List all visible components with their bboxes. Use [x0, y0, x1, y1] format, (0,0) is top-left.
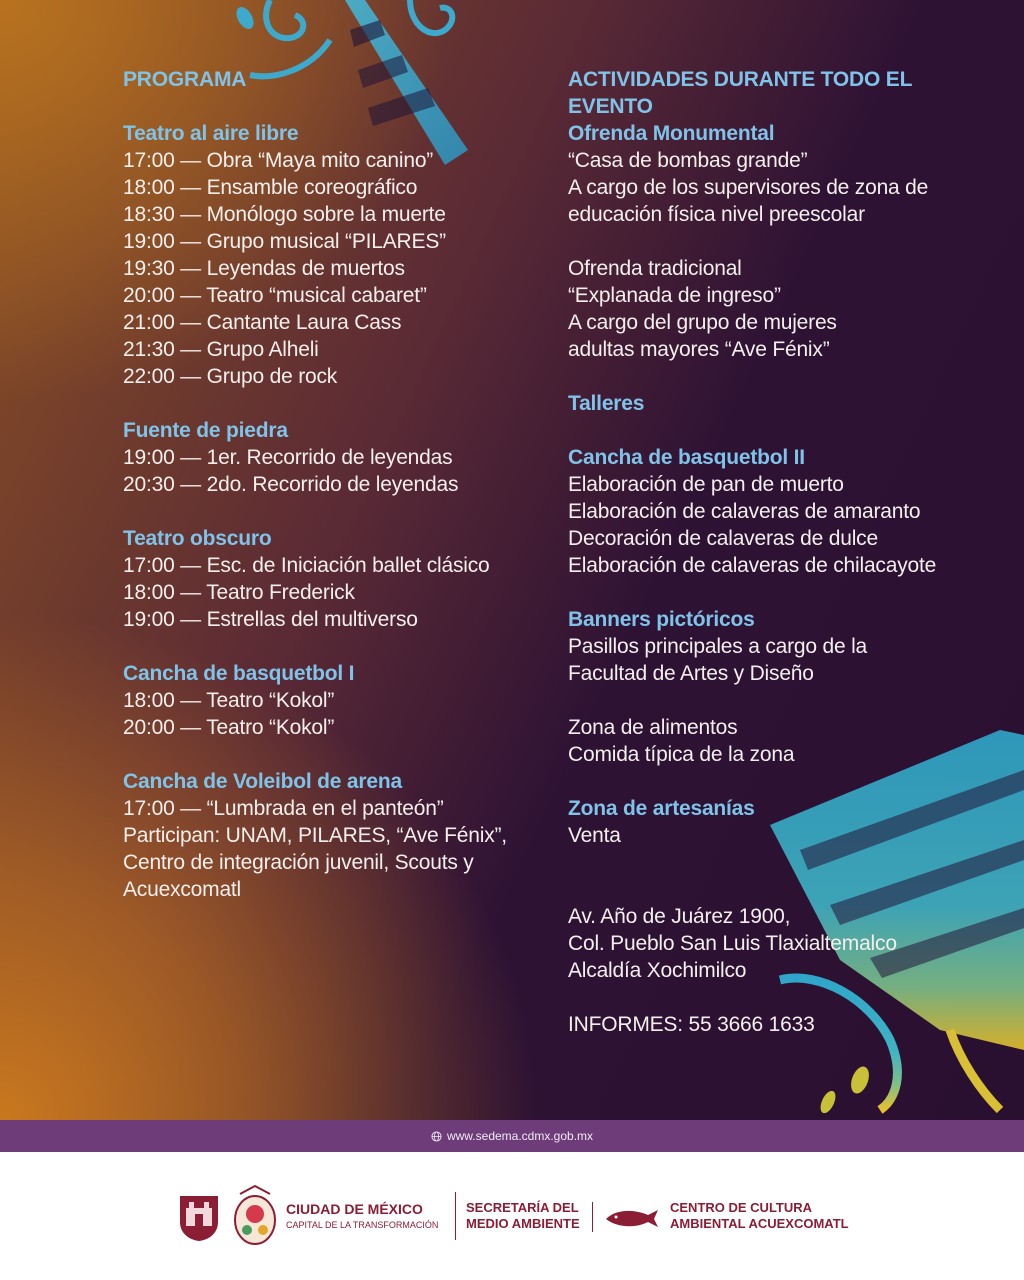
activity-line: educación física nivel preescolar: [568, 203, 865, 226]
activity-line: adultas mayores “Ave Fénix”: [568, 338, 830, 361]
schedule-line: 18:00 — Teatro “Kokol”: [123, 689, 335, 712]
section-heading-artesanias: Zona de artesanías: [568, 797, 755, 820]
schedule-line: 17:00 — “Lumbrada en el panteón”: [123, 797, 444, 820]
activity-line: Elaboración de calaveras de amaranto: [568, 500, 921, 523]
address-line: Col. Pueblo San Luis Tlaxialtemalco: [568, 932, 897, 955]
acuexcomatl-fish-logo: [604, 1207, 660, 1229]
ajolote-mascot-logo: [230, 1184, 280, 1248]
activity-line: “Explanada de ingreso”: [568, 284, 781, 307]
activity-line: Ofrenda tradicional: [568, 257, 742, 280]
centro-line-2: AMBIENTAL ACUEXCOMATL: [670, 1216, 849, 1231]
website-link[interactable]: www.sedema.cdmx.gob.mx: [446, 1129, 594, 1143]
section-heading-fuente-de-piedra: Fuente de piedra: [123, 419, 288, 442]
schedule-line: 18:30 — Monólogo sobre la muerte: [123, 203, 446, 226]
cdmx-subtitle: CAPITAL DE LA TRANSFORMACIÓN: [286, 1220, 439, 1230]
schedule-line: 20:00 — Teatro “musical cabaret”: [123, 284, 427, 307]
section-heading-teatro-aire-libre: Teatro al aire libre: [123, 122, 299, 145]
schedule-line: Participan: UNAM, PILARES, “Ave Fénix”,: [123, 824, 507, 847]
schedule-line: 21:30 — Grupo Alheli: [123, 338, 319, 361]
schedule-line: Centro de integración juvenil, Scouts y: [123, 851, 474, 874]
schedule-line: 17:00 — Esc. de Iniciación ballet clásico: [123, 554, 490, 577]
section-heading-ofrenda-monumental: Ofrenda Monumental: [568, 122, 775, 145]
cdmx-shield-logo: [178, 1194, 220, 1242]
sedema-line-2: MEDIO AMBIENTE: [466, 1216, 580, 1231]
sedema-line-1: SECRETARÍA DEL: [466, 1200, 579, 1215]
activity-line: “Casa de bombas grande”: [568, 149, 808, 172]
centro-line-1: CENTRO DE CULTURA: [670, 1200, 813, 1215]
section-heading-cancha-basquetbol-ii: Cancha de basquetbol II: [568, 446, 805, 469]
schedule-line: 18:00 — Teatro Frederick: [123, 581, 355, 604]
activity-line: Elaboración de calaveras de chilacayote: [568, 554, 937, 577]
activity-line: Comida típica de la zona: [568, 743, 795, 766]
activity-line: Facultad de Artes y Diseño: [568, 662, 814, 685]
programa-column: [123, 66, 543, 903]
schedule-line: 21:00 — Cantante Laura Cass: [123, 311, 402, 334]
schedule-line: 19:30 — Leyendas de muertos: [123, 257, 405, 280]
globe-icon: [431, 1131, 442, 1142]
actividades-title: ACTIVIDADES DURANTE TODO EL EVENTO: [568, 68, 912, 118]
schedule-line: 19:00 — 1er. Recorrido de leyendas: [123, 446, 453, 469]
actividades-column: [568, 66, 998, 1038]
cdmx-logo-text: [286, 1201, 438, 1233]
schedule-line: 20:30 — 2do. Recorrido de leyendas: [123, 473, 459, 496]
centro-cultura-logo-text: [670, 1200, 849, 1232]
schedule-line: 22:00 — Grupo de rock: [123, 365, 338, 388]
activity-line: A cargo del grupo de mujeres: [568, 311, 837, 334]
section-heading-banners: Banners pictóricos: [568, 608, 755, 631]
informes-phone: INFORMES: 55 3666 1633: [568, 1013, 815, 1036]
website-bar: [0, 1120, 1024, 1152]
activity-line: Elaboración de pan de muerto: [568, 473, 844, 496]
activity-line: A cargo de los supervisores de zona de: [568, 176, 929, 199]
schedule-line: Acuexcomatl: [123, 878, 242, 901]
schedule-line: 18:00 — Ensamble coreográfico: [123, 176, 418, 199]
section-heading-teatro-obscuro: Teatro obscuro: [123, 527, 272, 550]
activity-line: Decoración de calaveras de dulce: [568, 527, 878, 550]
logo-divider: [592, 1202, 593, 1232]
cdmx-title: CIUDAD DE MÉXICO: [286, 1201, 423, 1217]
logo-divider: [455, 1192, 456, 1240]
footer-logos: [0, 1152, 1024, 1280]
activity-line: Pasillos principales a cargo de la: [568, 635, 868, 658]
section-heading-talleres: Talleres: [568, 392, 645, 415]
address-line: Av. Año de Juárez 1900,: [568, 905, 791, 928]
sedema-logo-text: [466, 1200, 580, 1232]
schedule-line: 19:00 — Estrellas del multiverso: [123, 608, 418, 631]
activity-line: Zona de alimentos: [568, 716, 738, 739]
schedule-line: 19:00 — Grupo musical “PILARES”: [123, 230, 446, 253]
schedule-line: 20:00 — Teatro “Kokol”: [123, 716, 335, 739]
address-line: Alcaldía Xochimilco: [568, 959, 747, 982]
programa-title: PROGRAMA: [123, 68, 247, 91]
activity-line: Venta: [568, 824, 621, 847]
schedule-line: 17:00 — Obra “Maya mito canino”: [123, 149, 434, 172]
section-heading-cancha-voleibol: Cancha de Voleibol de arena: [123, 770, 402, 793]
section-heading-cancha-basquetbol-i: Cancha de basquetbol I: [123, 662, 355, 685]
